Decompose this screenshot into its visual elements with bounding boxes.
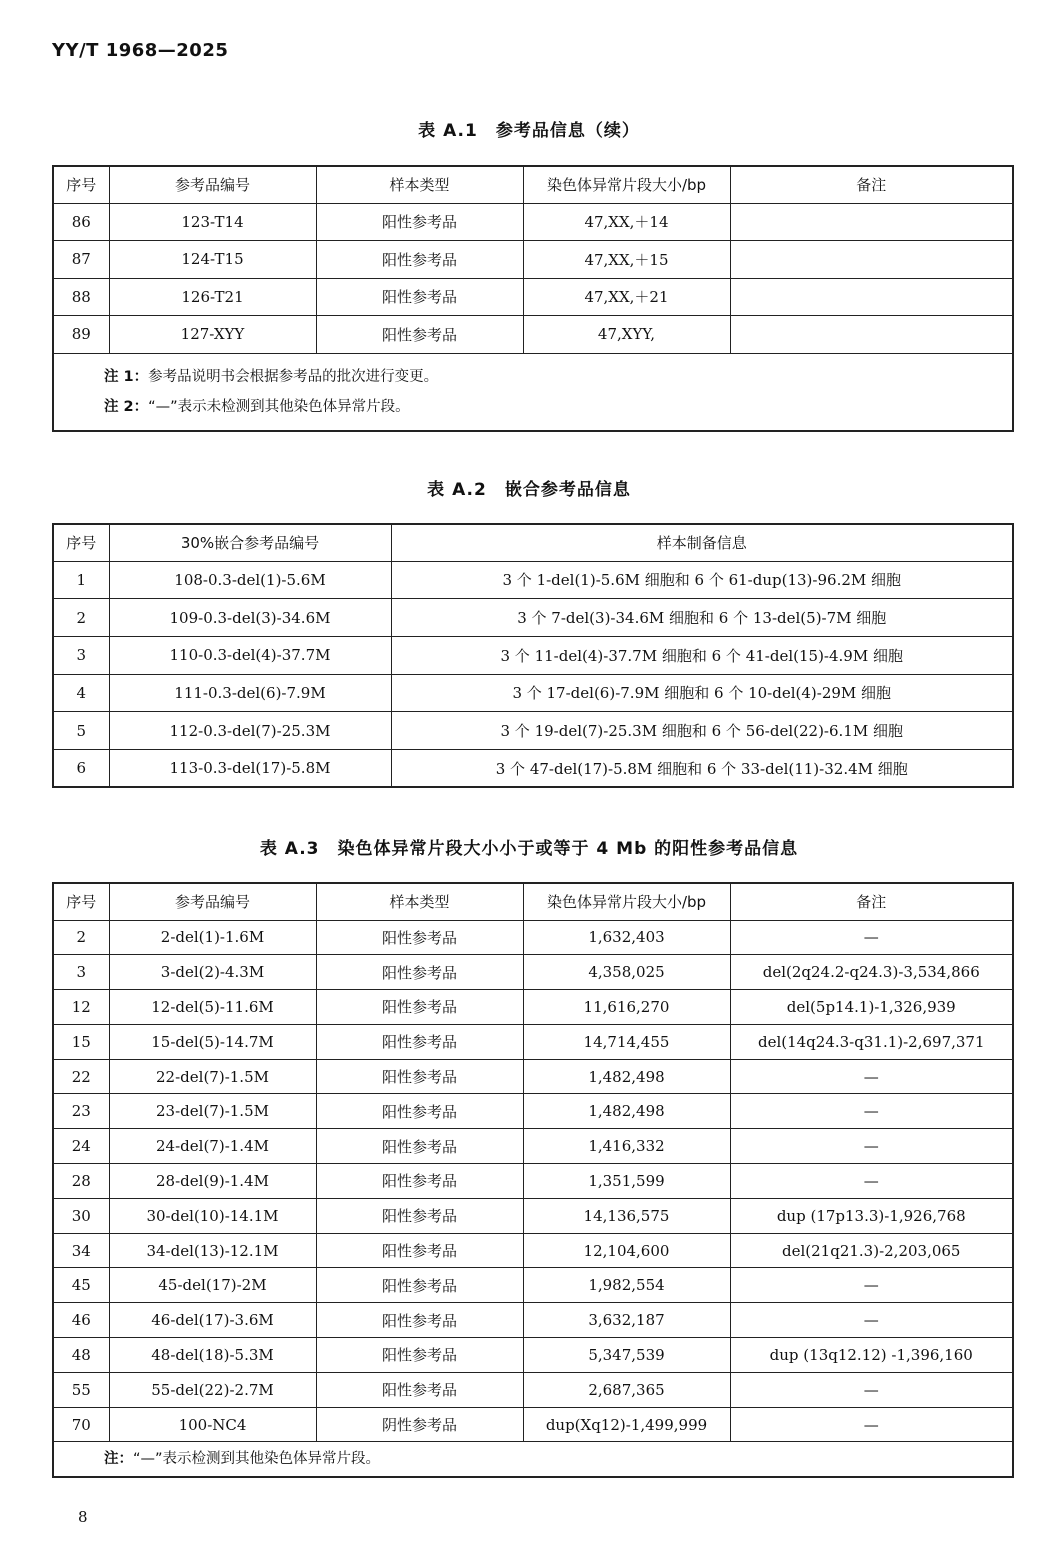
table-cell: — (730, 920, 1013, 955)
table-cell: — (730, 1129, 1013, 1164)
table-cell: 1,416,332 (523, 1129, 730, 1164)
table-cell: 23 (53, 1094, 109, 1129)
table-cell: 阳性参考品 (316, 955, 523, 990)
table-cell: 123-T14 (109, 203, 316, 241)
note-prefix: 注： (104, 1451, 133, 1468)
table-cell: 88 (53, 278, 109, 316)
table-cell: 3 个 17-del(6)-7.9M 细胞和 6 个 10-del(4)-29M 细胞 (391, 674, 1013, 712)
table-cell: 1,632,403 (523, 920, 730, 955)
table-cell: 4,358,025 (523, 955, 730, 990)
table-row (53, 990, 1013, 1025)
table-cell: 47,XX,＋21 (523, 278, 730, 316)
table3-col-segment-size: 染色体异常片段大小/bp (523, 883, 730, 920)
table-cell: 47,XYY, (523, 316, 730, 354)
table-row (53, 1094, 1013, 1129)
note-text: “—”表示未检测到其他染色体异常片段。 (148, 398, 410, 415)
table-cell: 阳性参考品 (316, 1094, 523, 1129)
table-cell: 2,687,365 (523, 1372, 730, 1407)
table-cell: 1 (53, 561, 109, 599)
table-row (53, 316, 1013, 354)
table-cell: 3 (53, 955, 109, 990)
note-text: “—”表示检测到其他染色体异常片段。 (133, 1451, 381, 1468)
table-cell: — (730, 1407, 1013, 1442)
table-cell: del(5p14.1)-1,326,939 (730, 990, 1013, 1025)
table-cell: 6 (53, 749, 109, 787)
table-cell: 22 (53, 1059, 109, 1094)
table2-col-mosaic-id: 30%嵌合参考品编号 (109, 524, 391, 561)
table-cell: 70 (53, 1407, 109, 1442)
table-cell: 3 个 19-del(7)-25.3M 细胞和 6 个 56-del(22)-6.1M 细胞 (391, 712, 1013, 750)
table-cell: 2-del(1)-1.6M (109, 920, 316, 955)
table-cell: 5,347,539 (523, 1338, 730, 1373)
table-cell (730, 241, 1013, 279)
table-cell: 5 (53, 712, 109, 750)
table3-notes-row (53, 1442, 1013, 1478)
table-row (53, 203, 1013, 241)
table-row (53, 955, 1013, 990)
table-cell: 111-0.3-del(6)-7.9M (109, 674, 391, 712)
table-row (53, 749, 1013, 787)
note-text: 参考品说明书会根据参考品的批次进行变更。 (148, 368, 439, 385)
table-cell: 112-0.3-del(7)-25.3M (109, 712, 391, 750)
table3-notes (53, 1442, 1013, 1478)
table-cell: 阳性参考品 (316, 1164, 523, 1199)
table-row (53, 1129, 1013, 1164)
table-cell: 45 (53, 1268, 109, 1303)
table1-col-segment-size: 染色体异常片段大小/bp (523, 166, 730, 203)
table3-caption: 表 A.3 染色体异常片段大小小于或等于 4 Mb 的阳性参考品信息 (259, 839, 799, 859)
table-cell: 12 (53, 990, 109, 1025)
page-number: 8 (78, 1508, 88, 1526)
table-cell: 110-0.3-del(4)-37.7M (109, 636, 391, 674)
table-cell (730, 278, 1013, 316)
table2-header-row (53, 524, 1013, 561)
table-row (53, 1233, 1013, 1268)
table-cell: 12-del(5)-11.6M (109, 990, 316, 1025)
table-cell: del(2q24.2-q24.3)-3,534,866 (730, 955, 1013, 990)
table3-col-index: 序号 (53, 883, 109, 920)
table-cell: — (730, 1303, 1013, 1338)
table-cell: 阳性参考品 (316, 278, 523, 316)
table3 (52, 882, 1014, 1478)
table-cell: 2 (53, 599, 109, 637)
table-cell: — (730, 1372, 1013, 1407)
table1-notes-row (53, 353, 1013, 431)
table-cell: 阳性参考品 (316, 241, 523, 279)
table2-col-index: 序号 (53, 524, 109, 561)
table1-col-index: 序号 (53, 166, 109, 203)
table3-col-remarks: 备注 (730, 883, 1013, 920)
table1-note-2 (104, 392, 1012, 422)
table-cell: 3 个 11-del(4)-37.7M 细胞和 6 个 41-del(15)-4.9M 细胞 (391, 636, 1013, 674)
table-cell: 28-del(9)-1.4M (109, 1164, 316, 1199)
table2-caption: 表 A.2 嵌合参考品信息 (427, 480, 631, 500)
note-prefix: 注 2： (104, 398, 149, 415)
table-cell: del(21q21.3)-2,203,065 (730, 1233, 1013, 1268)
table1-caption: 表 A.1 参考品信息（续） (418, 121, 640, 141)
table-cell: 3 个 7-del(3)-34.6M 细胞和 6 个 13-del(5)-7M 细胞 (391, 599, 1013, 637)
table1-notes (53, 353, 1013, 431)
table-cell: 14,714,455 (523, 1024, 730, 1059)
table-cell: 24 (53, 1129, 109, 1164)
table-cell: dup(Xq12)-1,499,999 (523, 1407, 730, 1442)
table-cell: 100-NC4 (109, 1407, 316, 1442)
table-row (53, 1164, 1013, 1199)
table-cell: 1,982,554 (523, 1268, 730, 1303)
table-cell: 阳性参考品 (316, 1338, 523, 1373)
table-cell: 89 (53, 316, 109, 354)
table-row (53, 1024, 1013, 1059)
table-cell: 15 (53, 1024, 109, 1059)
table-cell: 1,351,599 (523, 1164, 730, 1199)
table-cell: 阳性参考品 (316, 316, 523, 354)
table-cell: 阳性参考品 (316, 1129, 523, 1164)
table-cell: 1,482,498 (523, 1059, 730, 1094)
table-cell: dup (13q12.12) -1,396,160 (730, 1338, 1013, 1373)
table-row (53, 1303, 1013, 1338)
table1-col-remarks: 备注 (730, 166, 1013, 203)
table-cell: 阳性参考品 (316, 920, 523, 955)
table-cell: 12,104,600 (523, 1233, 730, 1268)
table-cell: 87 (53, 241, 109, 279)
table-row (53, 1338, 1013, 1373)
note-prefix: 注 1： (104, 368, 149, 385)
table2-col-prep-info: 样本制备信息 (391, 524, 1013, 561)
table-cell: 阳性参考品 (316, 1233, 523, 1268)
table-cell: 34 (53, 1233, 109, 1268)
table-cell: 127-XYY (109, 316, 316, 354)
table-cell: 1,482,498 (523, 1094, 730, 1129)
table-row (53, 920, 1013, 955)
table-cell: 124-T15 (109, 241, 316, 279)
table-cell: 45-del(17)-2M (109, 1268, 316, 1303)
table-cell: 阳性参考品 (316, 1372, 523, 1407)
table1-header-row (53, 166, 1013, 203)
table-row (53, 636, 1013, 674)
table-cell: 48 (53, 1338, 109, 1373)
table-cell (730, 316, 1013, 354)
table-cell: dup (17p13.3)-1,926,768 (730, 1198, 1013, 1233)
table-cell: 48-del(18)-5.3M (109, 1338, 316, 1373)
table-cell: 47,XX,＋15 (523, 241, 730, 279)
table-row (53, 1407, 1013, 1442)
table-cell: — (730, 1268, 1013, 1303)
table-row (53, 1268, 1013, 1303)
table-cell: 11,616,270 (523, 990, 730, 1025)
table-cell: 4 (53, 674, 109, 712)
table-row (53, 599, 1013, 637)
table-cell: 30-del(10)-14.1M (109, 1198, 316, 1233)
table1 (52, 165, 1014, 432)
table-row (53, 241, 1013, 279)
table-cell: 阳性参考品 (316, 990, 523, 1025)
table-row (53, 561, 1013, 599)
table-cell: 阳性参考品 (316, 1303, 523, 1338)
table-cell: 阳性参考品 (316, 1198, 523, 1233)
table-cell: — (730, 1059, 1013, 1094)
table-cell: 23-del(7)-1.5M (109, 1094, 316, 1129)
table-cell: 3 个 47-del(17)-5.8M 细胞和 6 个 33-del(11)-32.4M 细胞 (391, 749, 1013, 787)
table2 (52, 523, 1014, 788)
table-row (53, 1059, 1013, 1094)
table-row (53, 278, 1013, 316)
table-cell: 126-T21 (109, 278, 316, 316)
table-cell: 2 (53, 920, 109, 955)
document-code: YY/T 1968—2025 (52, 40, 229, 61)
table-row (53, 712, 1013, 750)
table-row (53, 674, 1013, 712)
table-cell: — (730, 1164, 1013, 1199)
table-cell: 阳性参考品 (316, 1059, 523, 1094)
table-cell: 46-del(17)-3.6M (109, 1303, 316, 1338)
table-row (53, 1372, 1013, 1407)
table-cell: 阴性参考品 (316, 1407, 523, 1442)
table1-col-sample-type: 样本类型 (316, 166, 523, 203)
table-cell: 3,632,187 (523, 1303, 730, 1338)
table3-header-row (53, 883, 1013, 920)
table-cell: 阳性参考品 (316, 1024, 523, 1059)
table-cell: 46 (53, 1303, 109, 1338)
table-cell: 24-del(7)-1.4M (109, 1129, 316, 1164)
table-cell: 阳性参考品 (316, 203, 523, 241)
table3-note-1 (104, 1444, 1012, 1474)
table-row (53, 1198, 1013, 1233)
table3-col-sample-type: 样本类型 (316, 883, 523, 920)
table-cell: 109-0.3-del(3)-34.6M (109, 599, 391, 637)
table3-col-ref-id: 参考品编号 (109, 883, 316, 920)
table-cell: 3 (53, 636, 109, 674)
table-cell: 113-0.3-del(17)-5.8M (109, 749, 391, 787)
table-cell: — (730, 1094, 1013, 1129)
table-cell: del(14q24.3-q31.1)-2,697,371 (730, 1024, 1013, 1059)
table-cell: 28 (53, 1164, 109, 1199)
table1-col-ref-id: 参考品编号 (109, 166, 316, 203)
table-cell: 108-0.3-del(1)-5.6M (109, 561, 391, 599)
table-cell: 15-del(5)-14.7M (109, 1024, 316, 1059)
table-cell: 55 (53, 1372, 109, 1407)
table-cell: 22-del(7)-1.5M (109, 1059, 316, 1094)
table-cell: 14,136,575 (523, 1198, 730, 1233)
table-cell: 86 (53, 203, 109, 241)
table1-note-1 (104, 362, 1012, 392)
table-cell: 3 个 1-del(1)-5.6M 细胞和 6 个 61-dup(13)-96.2M 细胞 (391, 561, 1013, 599)
table-cell: 47,XX,＋14 (523, 203, 730, 241)
table-cell: 34-del(13)-12.1M (109, 1233, 316, 1268)
table-cell: 30 (53, 1198, 109, 1233)
table-cell: 阳性参考品 (316, 1268, 523, 1303)
table-cell: 55-del(22)-2.7M (109, 1372, 316, 1407)
table-cell: 3-del(2)-4.3M (109, 955, 316, 990)
table-cell (730, 203, 1013, 241)
